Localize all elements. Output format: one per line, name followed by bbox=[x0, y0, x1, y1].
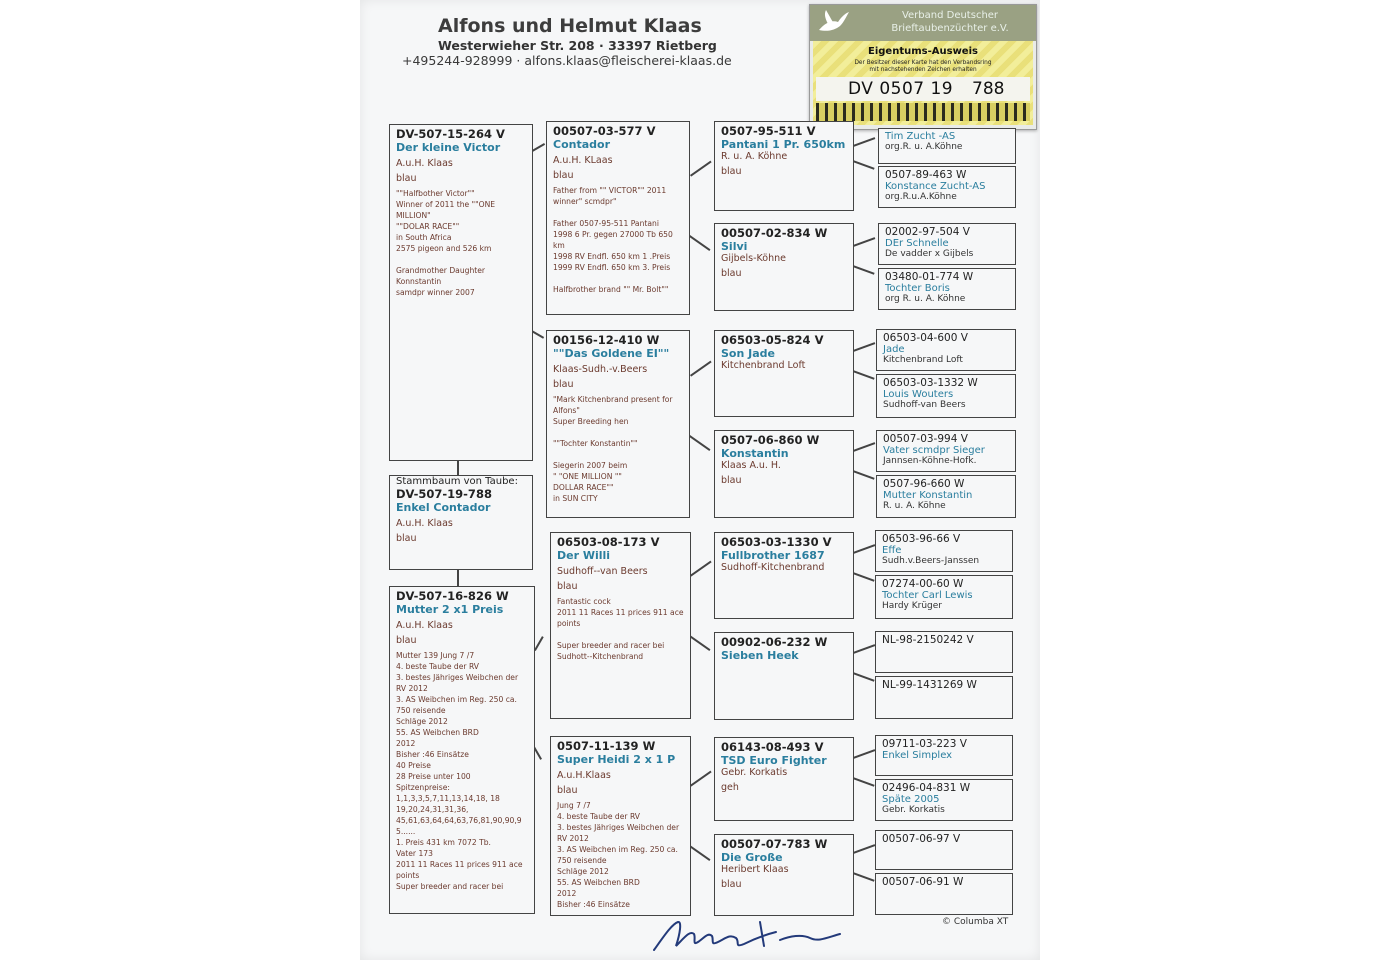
ancestor-breeder: Hardy Krüger bbox=[882, 601, 942, 611]
grandparent-color: blau bbox=[553, 170, 574, 181]
connector bbox=[853, 844, 875, 853]
great-grandparent-ring: 06503-05-824 V bbox=[721, 333, 824, 347]
connector bbox=[689, 235, 710, 251]
grandparent-breeder: Klaas-Sudh.-v.Beers bbox=[553, 364, 648, 375]
great-grandparent-ring: 06143-08-493 V bbox=[721, 740, 824, 754]
grandparent-color: blau bbox=[553, 379, 574, 390]
ancestor-breeder: org R. u. A. Köhne bbox=[885, 294, 966, 304]
ancestor-breeder: org.R.u.A.Köhne bbox=[885, 192, 957, 202]
connector bbox=[852, 572, 874, 581]
grandparent-name: Super Heidi 2 x 1 P bbox=[557, 753, 676, 766]
card-ring-number: DV 0507 19 bbox=[848, 79, 954, 99]
great-grandparent-breeder: Heribert Klaas bbox=[721, 864, 789, 875]
connector bbox=[853, 137, 875, 146]
great-grandparent-ring: 00507-07-783 W bbox=[721, 837, 828, 851]
connector bbox=[531, 330, 544, 338]
grandparent-ring: 00156-12-410 W bbox=[553, 333, 660, 347]
great-grandparent-name: Son Jade bbox=[721, 347, 775, 360]
ancestor-ring: 02496-04-831 W bbox=[882, 782, 971, 794]
grandparent-color: blau bbox=[557, 785, 578, 796]
ancestor-box[interactable] bbox=[875, 530, 1013, 572]
subject-ring: DV-507-19-788 bbox=[396, 487, 492, 501]
mother-name: Mutter 2 x1 Preis bbox=[396, 603, 504, 616]
ancestor-box[interactable] bbox=[875, 676, 1013, 719]
ancestor-breeder: De vadder x Gijbels bbox=[885, 249, 974, 259]
ancestor-name: Enkel Simplex bbox=[882, 750, 953, 761]
subject-caption: Stammbaum von Taube: bbox=[396, 476, 518, 487]
great-grandparent-ring: 00507-02-834 W bbox=[721, 226, 828, 240]
grandparent-box[interactable] bbox=[546, 121, 690, 315]
great-grandparent-breeder: Kitchenbrand Loft bbox=[721, 360, 806, 371]
connector bbox=[457, 461, 459, 475]
great-grandparent-box[interactable] bbox=[714, 330, 854, 417]
connector bbox=[690, 361, 711, 377]
father-name: Der kleine Victor bbox=[396, 141, 501, 154]
connector bbox=[853, 749, 875, 758]
ancestor-breeder: Sudhoff-van Beers bbox=[883, 400, 966, 410]
great-grandparent-breeder: Gebr. Korkatis bbox=[721, 767, 788, 778]
grandparent-ring: 00507-03-577 V bbox=[553, 124, 656, 138]
ancestor-name: Tim Zucht -AS bbox=[885, 131, 956, 142]
connector bbox=[852, 370, 874, 379]
grandparent-color: blau bbox=[557, 581, 578, 592]
great-grandparent-color: blau bbox=[721, 166, 742, 177]
ancestor-box[interactable] bbox=[878, 166, 1016, 208]
mother-color: blau bbox=[396, 635, 417, 646]
ancestor-ring: 03480-01-774 W bbox=[885, 271, 974, 283]
great-grandparent-breeder: Gijbels-Köhne bbox=[721, 253, 786, 264]
ancestor-breeder: Sudh.v.Beers-Janssen bbox=[882, 556, 980, 566]
ancestor-box[interactable] bbox=[875, 575, 1013, 619]
ancestor-ring: 06503-04-600 V bbox=[883, 332, 968, 344]
great-grandparent-box[interactable] bbox=[714, 532, 854, 619]
grandparent-breeder: A.u.H. KLaas bbox=[553, 155, 613, 166]
ancestor-ring: NL-98-2150242 V bbox=[882, 634, 974, 646]
ancestor-ring: 02002-97-504 V bbox=[885, 226, 970, 238]
great-grandparent-name: Pantani 1 Pr. 650km bbox=[721, 138, 846, 151]
connector bbox=[690, 771, 711, 787]
connector bbox=[853, 544, 875, 553]
grandparent-name: ""Das Goldene EI"" bbox=[553, 347, 670, 360]
signature bbox=[650, 912, 850, 956]
connector bbox=[853, 237, 875, 246]
ancestor-ring: 00507-03-994 V bbox=[883, 433, 968, 445]
ancestor-ring: 00507-06-97 V bbox=[882, 833, 961, 845]
connector bbox=[534, 636, 543, 651]
great-grandparent-color: blau bbox=[721, 475, 742, 486]
grandparent-box[interactable] bbox=[550, 532, 691, 719]
connector bbox=[852, 470, 874, 479]
ancestor-breeder: Kitchenbrand Loft bbox=[883, 355, 963, 365]
pedigree-sheet bbox=[360, 0, 1040, 960]
connector bbox=[689, 845, 710, 861]
great-grandparent-box[interactable] bbox=[714, 223, 854, 311]
ancestor-ring: 0507-89-463 W bbox=[885, 169, 967, 181]
card-ring-number-2: 788 bbox=[972, 79, 1005, 99]
ancestor-box[interactable] bbox=[875, 735, 1013, 776]
great-grandparent-breeder: R. u. A. Köhne bbox=[721, 151, 788, 162]
ancestor-ring: 00507-06-91 W bbox=[882, 876, 964, 888]
ancestor-name: Louis Wouters bbox=[883, 389, 954, 400]
great-grandparent-color: blau bbox=[721, 268, 742, 279]
ancestor-ring: 0507-96-660 W bbox=[883, 478, 965, 490]
ancestor-name: Tochter Carl Lewis bbox=[882, 590, 973, 601]
ancestor-ring: 09711-03-223 V bbox=[882, 738, 967, 750]
connector bbox=[690, 561, 711, 577]
ancestor-name: Späte 2005 bbox=[882, 794, 940, 805]
connector bbox=[853, 644, 875, 653]
ancestor-name: Effe bbox=[882, 545, 902, 556]
great-grandparent-name: Konstantin bbox=[721, 447, 789, 460]
connector bbox=[853, 342, 875, 351]
grandparent-ring: 06503-08-173 V bbox=[557, 535, 660, 549]
great-grandparent-box[interactable] bbox=[714, 737, 854, 821]
great-grandparent-color: geh bbox=[721, 782, 739, 793]
mother-notes: Mutter 139 Jung 7 /7 4. beste Taube der RV 3. bestes Jähriges Weibchen der RV 2012 3. AS Weibchen im Reg. 250 ca. 750 reisende Schläge 2012 55. AS Weibchen BRD 2012 Bisher :46 Einsätze 40 Preise 28 Preise unter 100 Spitzenpreise: 1,1,3,3,5,7,11,13,14,18, 18 19,20,24,31,31,36, 45,61,63,64,64,63,76,81,90,90,9 5...... 1. Preis 431 km 7072 Tb. Vater 173 2011 11 Races 11 prices 911 ace points Super breeder and racer bei bbox=[396, 651, 523, 891]
connector bbox=[689, 435, 710, 451]
connector bbox=[852, 777, 874, 786]
breeder-name: Alfons und Helmut Klaas bbox=[438, 15, 702, 37]
dove-logo-icon bbox=[816, 8, 850, 38]
ancestor-ring: 06503-96-66 V bbox=[882, 533, 961, 545]
connector bbox=[532, 143, 545, 151]
card-title: Eigentums-Ausweis bbox=[868, 46, 978, 57]
connector bbox=[852, 160, 874, 169]
ancestor-breeder: R. u. A. Köhne bbox=[883, 501, 946, 511]
great-grandparent-name: Fullbrother 1687 bbox=[721, 549, 825, 562]
card-federation: Verband Deutscher Brieftaubenzüchter e.V. bbox=[891, 10, 1009, 34]
mother-ring: DV-507-16-826 W bbox=[396, 589, 509, 603]
card-barcode-pattern bbox=[816, 103, 1030, 121]
ancestor-name: Tochter Boris bbox=[885, 283, 950, 294]
father-box[interactable] bbox=[389, 124, 533, 461]
great-grandparent-name: Silvi bbox=[721, 240, 748, 253]
subject-box[interactable] bbox=[389, 475, 533, 570]
connector bbox=[852, 672, 874, 681]
ancestor-name: Konstance Zucht-AS bbox=[885, 181, 986, 192]
connector bbox=[852, 872, 874, 881]
great-grandparent-ring: 00902-06-232 W bbox=[721, 635, 828, 649]
subject-breeder: A.u.H. Klaas bbox=[396, 518, 453, 529]
footer-credit: © Columba XT bbox=[942, 917, 1009, 927]
father-breeder: A.u.H. Klaas bbox=[396, 158, 453, 169]
grandparent-notes: Fantastic cock 2011 11 Races 11 prices 911 ace points Super breeder and racer bei Sudhott--Kitchenbrand bbox=[557, 597, 684, 661]
great-grandparent-name: Die Große bbox=[721, 851, 783, 864]
ancestor-box[interactable] bbox=[878, 223, 1016, 265]
great-grandparent-ring: 06503-03-1330 V bbox=[721, 535, 832, 549]
ancestor-name: DEr Schnelle bbox=[885, 238, 949, 249]
connector bbox=[689, 635, 710, 651]
ancestor-breeder: Jannsen-Köhne-Hofk. bbox=[883, 456, 977, 466]
great-grandparent-breeder: Sudhoff-Kitchenbrand bbox=[721, 562, 825, 573]
ancestor-name: Vater scmdpr Sieger bbox=[883, 445, 985, 456]
great-grandparent-box[interactable] bbox=[714, 121, 854, 211]
mother-breeder: A.u.H. Klaas bbox=[396, 620, 453, 631]
father-color: blau bbox=[396, 173, 417, 184]
mother-box[interactable] bbox=[389, 586, 535, 914]
father-ring: DV-507-15-264 V bbox=[396, 127, 505, 141]
grandparent-box[interactable] bbox=[550, 736, 691, 916]
ancestor-box[interactable] bbox=[878, 268, 1016, 310]
grandparent-name: Contador bbox=[553, 138, 610, 151]
ownership-card bbox=[809, 4, 1037, 130]
great-grandparent-box[interactable] bbox=[714, 430, 854, 518]
ancestor-ring: 07274-00-60 W bbox=[882, 578, 964, 590]
subject-color: blau bbox=[396, 533, 417, 544]
great-grandparent-name: Sieben Heek bbox=[721, 649, 799, 662]
great-grandparent-box[interactable] bbox=[714, 632, 854, 720]
ancestor-breeder: org.R. u. A.Köhne bbox=[885, 142, 963, 152]
ancestor-box[interactable] bbox=[876, 374, 1016, 418]
grandparent-ring: 0507-11-139 W bbox=[557, 739, 656, 753]
ancestor-box[interactable] bbox=[878, 128, 1016, 164]
grandparent-notes: Father from "" VICTOR"" 2011 winner" scmdpr" Father 0507-95-511 Pantani 1998 6 Pr. gegen 27000 Tb 650 km 1998 RV Endfl. 650 km 1 .Preis 1999 RV Endfl. 650 km 3. Preis Halfbrother brand "" Mr. Bolt"" bbox=[553, 186, 673, 294]
grandparent-notes: Jung 7 /7 4. beste Taube der RV 3. bestes Jähriges Weibchen der RV 2012 3. AS Weibchen im Reg. 250 ca. 750 reisende Schläge 2012 55. AS Weibchen BRD 2012 Bisher :46 Einsätze bbox=[557, 801, 680, 909]
ancestor-breeder: Gebr. Korkatis bbox=[882, 805, 945, 815]
great-grandparent-box[interactable] bbox=[714, 834, 854, 916]
connector bbox=[457, 570, 459, 586]
subject-name: Enkel Contador bbox=[396, 501, 491, 514]
grandparent-breeder: Sudhoff--van Beers bbox=[557, 566, 648, 577]
great-grandparent-ring: 0507-06-860 W bbox=[721, 433, 820, 447]
father-notes: ""Halfbother Victor"" Winner of 2011 the ""ONE MILLION" ""DOLAR RACE"" in South Africa 2575 pigeon and 526 km Grandmother Daughter Konnstantin samdpr winner 2007 bbox=[396, 189, 496, 297]
ancestor-box[interactable] bbox=[876, 329, 1016, 371]
connector bbox=[690, 161, 711, 177]
ancestor-box[interactable] bbox=[876, 475, 1016, 518]
ancestor-box[interactable] bbox=[875, 779, 1013, 821]
ancestor-ring: NL-99-1431269 W bbox=[882, 679, 977, 691]
great-grandparent-color: blau bbox=[721, 879, 742, 890]
ancestor-box[interactable] bbox=[875, 830, 1013, 870]
great-grandparent-breeder: Klaas A.u. H. bbox=[721, 460, 781, 471]
breeder-address: Westerwieher Str. 208 · 33397 Rietberg bbox=[438, 38, 717, 53]
ancestor-ring: 06503-03-1332 W bbox=[883, 377, 978, 389]
card-subtitle: Der Besitzer dieser Karte hat den Verbandsring mit nachstehenden Zeichen erhalten bbox=[854, 60, 992, 73]
great-grandparent-ring: 0507-95-511 V bbox=[721, 124, 816, 138]
ancestor-box[interactable] bbox=[875, 873, 1013, 915]
grandparent-box[interactable] bbox=[546, 330, 690, 518]
grandparent-breeder: A.u.H.Klaas bbox=[557, 770, 611, 781]
ancestor-name: Jade bbox=[883, 344, 905, 355]
ancestor-box[interactable] bbox=[875, 631, 1013, 673]
grandparent-name: Der Willi bbox=[557, 549, 611, 562]
grandparent-notes: "Mark Kitchenbrand present for Alfons" Super Breeding hen ""Tochter Konstantin"" Siegerin 2007 beim " "ONE MILLION "" DOLLAR RACE"" in SUN CITY bbox=[553, 395, 673, 503]
breeder-contact: +495244-928999 · alfons.klaas@fleischerei-klaas.de bbox=[402, 53, 732, 68]
ancestor-box[interactable] bbox=[876, 430, 1016, 472]
great-grandparent-name: TSD Euro Fighter bbox=[721, 754, 827, 767]
connector bbox=[852, 265, 874, 274]
connector bbox=[853, 442, 875, 451]
ancestor-name: Mutter Konstantin bbox=[883, 490, 973, 501]
